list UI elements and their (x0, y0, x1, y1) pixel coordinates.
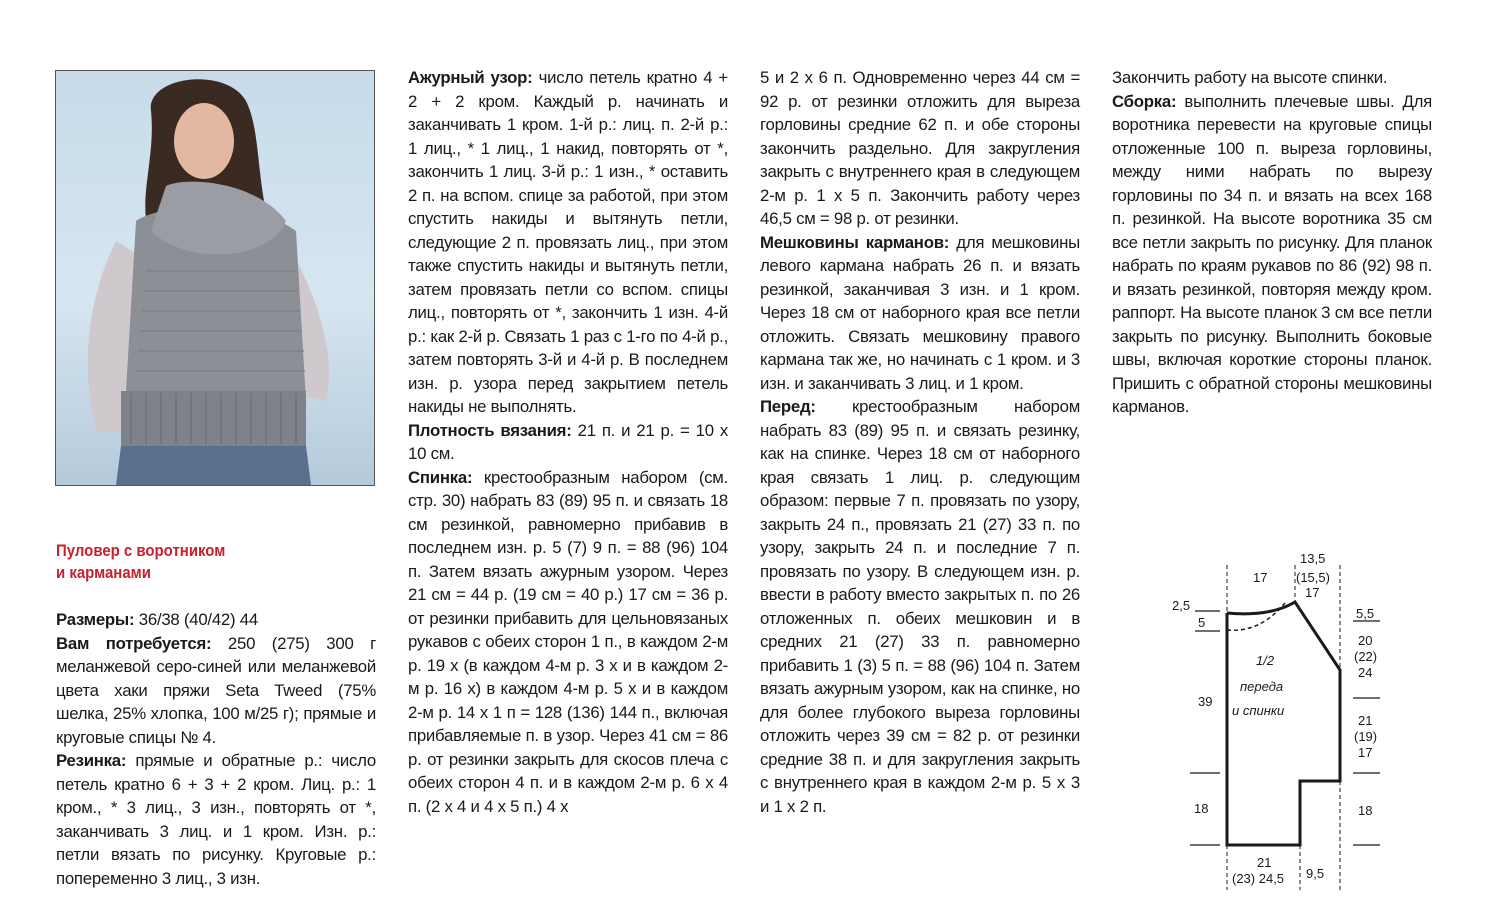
title-line-2: и карманами (56, 563, 151, 582)
scheme-bottom-95: 9,5 (1306, 866, 1325, 881)
scheme-top-155: (15,5) (1296, 570, 1330, 585)
text-assembly: выполнить плечевые швы. Для воротника перевести на круговые спицы отложенные 100 п. выреза горловины, между ними набрать по вырезу горловины по 34 п. и вязать на всех 168 п. резинкой. На высоте воротника 35 см все петли закрыть по рисунку. Для планок набрать по краям рукавов по 86 (92) 98 п. и вязать резинкой, повторяя между кром. раппорт. На высоте планок 3 см все петли закрыть по рисунку. Выполнить боковые швы, включая короткие стороны планок. Пришить с обратной стороны мешковины карманов. (1112, 91, 1432, 416)
text-column-1 (56, 608, 376, 890)
title-line-1: Пуловер с воротником (56, 541, 226, 560)
scheme-right-21: 21 (1358, 713, 1373, 728)
scheme-right-22: (22) (1354, 649, 1378, 664)
text-sizes: 36/38 (40/42) 44 (134, 610, 258, 629)
scheme-top-17: 17 (1253, 570, 1268, 585)
label-gauge: Плотность вязания: (408, 420, 572, 440)
scheme-center-line1: 1/2 (1256, 653, 1275, 668)
text-column-3 (760, 66, 1080, 818)
label-assembly: Сборка: (1112, 91, 1177, 111)
scheme-center-line2: переда (1240, 679, 1284, 694)
model-illustration (56, 71, 374, 485)
label-sizes: Размеры: (56, 610, 135, 629)
scheme-right-55: 5,5 (1356, 606, 1375, 621)
scheme-center-line3: и спинки (1232, 703, 1285, 718)
text-pockets: для мешковины левого кармана набрать 26 п. и вязать резинкой, заканчивая 3 изн. и 1 кром. Через 18 см от наборного края все петли отложить. Связать мешковину правого кармана так же, но начинать с 1 кром. и 3 изн. и заканчивать 3 лиц. и 1 кром. (760, 232, 1080, 393)
paragraph-materials (56, 632, 376, 750)
paragraph-finish (1112, 66, 1432, 90)
scheme-right-19: (19) (1354, 729, 1378, 744)
paragraph-pockets (760, 231, 1080, 396)
text-column-2 (408, 66, 728, 818)
text-finish: Закончить работу на высоте спинки. (1112, 68, 1388, 87)
text-gauge: 21 п. и 21 р. = 10 х 10 см. (408, 420, 729, 463)
label-back: Спинка: (408, 467, 473, 487)
scheme-top-17b: 17 (1305, 585, 1320, 600)
paragraph-assembly (1112, 90, 1432, 419)
scheme-left-18: 18 (1194, 801, 1209, 816)
scheme-left-39: 39 (1198, 694, 1213, 709)
scheme-top-135: 13,5 (1300, 551, 1326, 566)
label-rib: Резинка: (56, 751, 127, 770)
paragraph-sizes (56, 608, 376, 632)
scheme-outline (1227, 602, 1340, 845)
text-rib: прямые и обратные р.: число петель кратно 6 + 3 + 2 кром. Лиц. р.: 1 кром., * 3 лиц., 3 изн., повторять от *, заканчивать 3 лиц. и 1 кром. Изн. р.: петли вязать по рисунку. Круговые р.: попеременно 3 лиц., 3 изн. (56, 751, 376, 888)
scheme-right-20: 20 (1358, 633, 1373, 648)
scheme-bottom-21: 21 (1257, 855, 1272, 870)
pattern-scheme (1160, 545, 1430, 890)
text-front: крестообразным набором набрать 83 (89) 95 п. и связать резинку, как на спинке. Через 18 см от наборного края связать 1 лиц. р. следующим образом: первые 7 п. провязать по узору, закрыть 24 п., провязать 21 (27) 33 п. по узору, закрыть 24 п. и последние 7 п. провязать по узору. В следующем изн. р. ввести в работу вместо закрытых п. по 26 отложенных п. обеих мешковин и в средних 21 (27) 33 п. равномерно прибавить 1 (3) 5 п. = 88 (96) 104 п. Затем вязать ажурным узором, как на спинке, но для более глубокого выреза горловины отложить через 39 см = 82 р. от резинки средние 38 п. и для закругления закрыть с внутреннего края в каждом 2-м р. 5 х 3 и 1 х 2 п. (760, 397, 1080, 816)
text-column-4 (1112, 66, 1432, 419)
article-title (56, 540, 338, 584)
paragraph-lace (408, 66, 728, 419)
label-pockets: Мешковины карманов: (760, 232, 950, 252)
text-lace: число петель кратно 4 + 2 + 2 кром. Каждый р. начинать и заканчивать 1 кром. 1-й р.: лиц. п. 2-й р.: 1 лиц., * 1 лиц., 1 накид, повторять от *, закончить 1 лиц. 3-й р.: 1 изн., * оставить 2 п. на вспом. спице за работой, при этом спустить накиды и вытянуть петли, следующие 2 п. провязать лиц., при этом также спустить накиды и вытянуть петли, затем провязать петли со вспом. спицы лиц., повторять от *, закончить 1 изн. 4-й р.: как 2-й р. Связать 1 раз с 1-го по 4-й р., затем повторять 3-й и 4-й р. В последнем изн. р. узора перед закрытием петель накиды не выполнять. (408, 68, 728, 416)
paragraph-front (760, 395, 1080, 818)
scheme-right-17: 17 (1358, 745, 1373, 760)
label-lace: Ажурный узор: (408, 68, 533, 87)
paragraph-back (408, 466, 728, 819)
scheme-left-25: 2,5 (1172, 598, 1191, 613)
scheme-right-24: 24 (1358, 665, 1373, 680)
scheme-left-5: 5 (1198, 615, 1206, 630)
text-back-cont: 5 и 2 х 6 п. Одновременно через 44 см = 92 р. от резинки отложить для выреза горловины средние 62 п. и обе стороны закончить раздельно. Для закругления закрыть с внутреннего края в следующем 2-м р. 1 х 5 п. Закончить работу через 46,5 см = 98 р. от резинки. (760, 68, 1080, 228)
label-materials: Вам потребуется: (56, 633, 212, 653)
model-photo (55, 70, 375, 486)
scheme-neckline (1227, 603, 1285, 630)
text-back: крестообразным набором (см. стр. 30) набрать 83 (89) 95 п. и связать 18 см резинкой, равномерно прибавив в последнем изн. р. 5 (7) 9 п. = 88 (96) 104 п. Затем вязать ажурным узором. Через 21 см = 44 р. (19 см = 40 р.) 17 см = 36 р. от резинки прибавить для цельновязаных рукавов с обеих сторон 1 п., в каждом 2-м р. 19 х (в каждом 4-м р. 3 х и в каждом 2-м р. 16 х) в каждом 4-м р. 5 х и в каждом 2-м р. 14 х 1 п = 128 (136) 144 п., включая прибавляемые п. в узор. Через 41 см = 86 р. от резинки закрыть для скосов плеча с обеих сторон 4 п. и в каждом 2-м р. 6 х 4 п. (2 х 4 и 4 х 5 п.) 4 х (408, 467, 728, 816)
paragraph-back-cont (760, 66, 1080, 231)
label-front: Перед: (760, 397, 816, 416)
text-materials: 250 (275) 300 г меланжевой серо-синей или меланжевой цвета хаки пряжи Seta Tweed (75% шелка, 25% хлопка, 100 м/25 г); прямые и круговые спицы № 4. (56, 633, 376, 747)
scheme-right-18: 18 (1358, 803, 1373, 818)
paragraph-rib (56, 749, 376, 890)
paragraph-gauge (408, 419, 728, 466)
scheme-bottom-23: (23) 24,5 (1232, 871, 1285, 886)
